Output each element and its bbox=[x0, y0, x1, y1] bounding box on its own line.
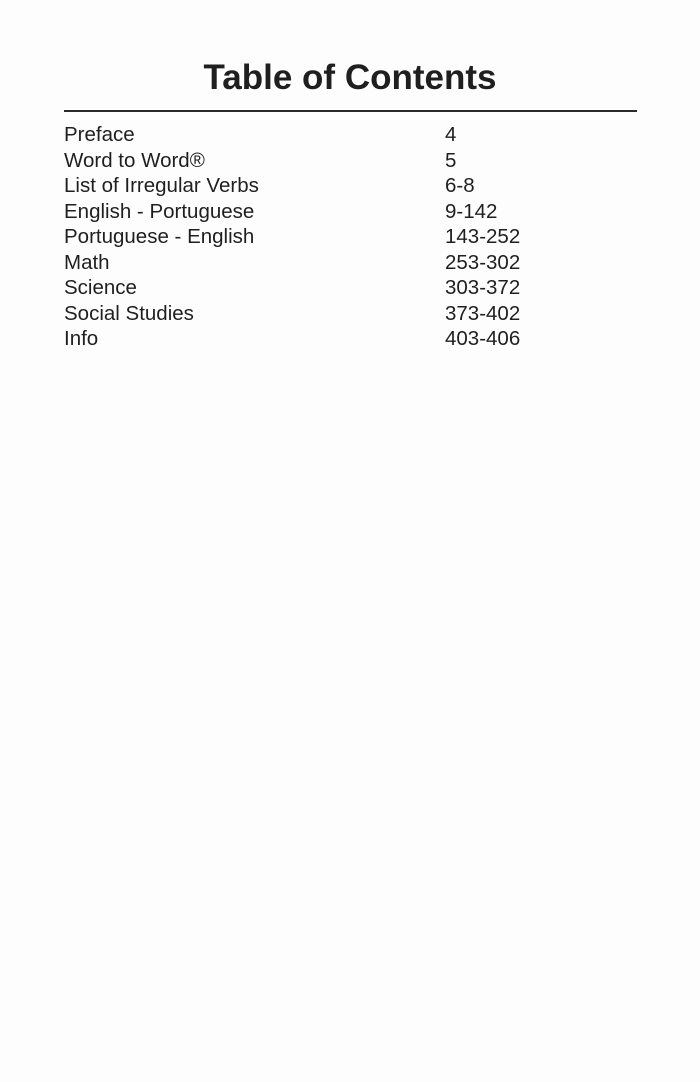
toc-entry-label: Portuguese - English bbox=[64, 225, 255, 248]
toc-entry-pages: 9-142 bbox=[445, 199, 498, 223]
toc-entry-label: Social Studies bbox=[64, 301, 194, 325]
toc-list bbox=[64, 122, 624, 352]
toc-entry-pages: 4 bbox=[445, 123, 457, 146]
toc-entry-math bbox=[64, 250, 624, 276]
toc-entry-info bbox=[64, 326, 624, 352]
toc-entry-english-portuguese bbox=[64, 199, 624, 225]
toc-entry-pages: 303-372 bbox=[445, 276, 521, 299]
toc-entry-portuguese-english bbox=[64, 224, 624, 250]
toc-entry-preface bbox=[64, 122, 624, 148]
toc-entry-label: Science bbox=[64, 276, 137, 299]
toc-entry-label: Info bbox=[64, 327, 99, 350]
toc-entry-pages: 143-252 bbox=[445, 225, 521, 248]
toc-entry-label: Word to Word® bbox=[64, 148, 205, 172]
toc-entry-pages: 5 bbox=[445, 148, 457, 172]
toc-entry-pages: 373-402 bbox=[445, 301, 521, 325]
toc-entry-pages: 403-406 bbox=[445, 327, 521, 350]
title-divider bbox=[64, 110, 637, 112]
toc-entry-label: Math bbox=[64, 250, 110, 274]
toc-entry-label: Preface bbox=[64, 123, 135, 146]
toc-entry-pages: 253-302 bbox=[445, 250, 521, 274]
toc-entry-irregular-verbs bbox=[64, 173, 624, 199]
toc-entry-social-studies bbox=[64, 301, 624, 327]
toc-entry-word-to-word bbox=[64, 148, 624, 174]
page-title: Table of Contents bbox=[203, 58, 497, 97]
toc-entry-pages: 6-8 bbox=[445, 174, 475, 197]
toc-entry-label: List of Irregular Verbs bbox=[64, 174, 259, 197]
toc-entry-science bbox=[64, 275, 624, 301]
toc-entry-label: English - Portuguese bbox=[64, 199, 255, 223]
